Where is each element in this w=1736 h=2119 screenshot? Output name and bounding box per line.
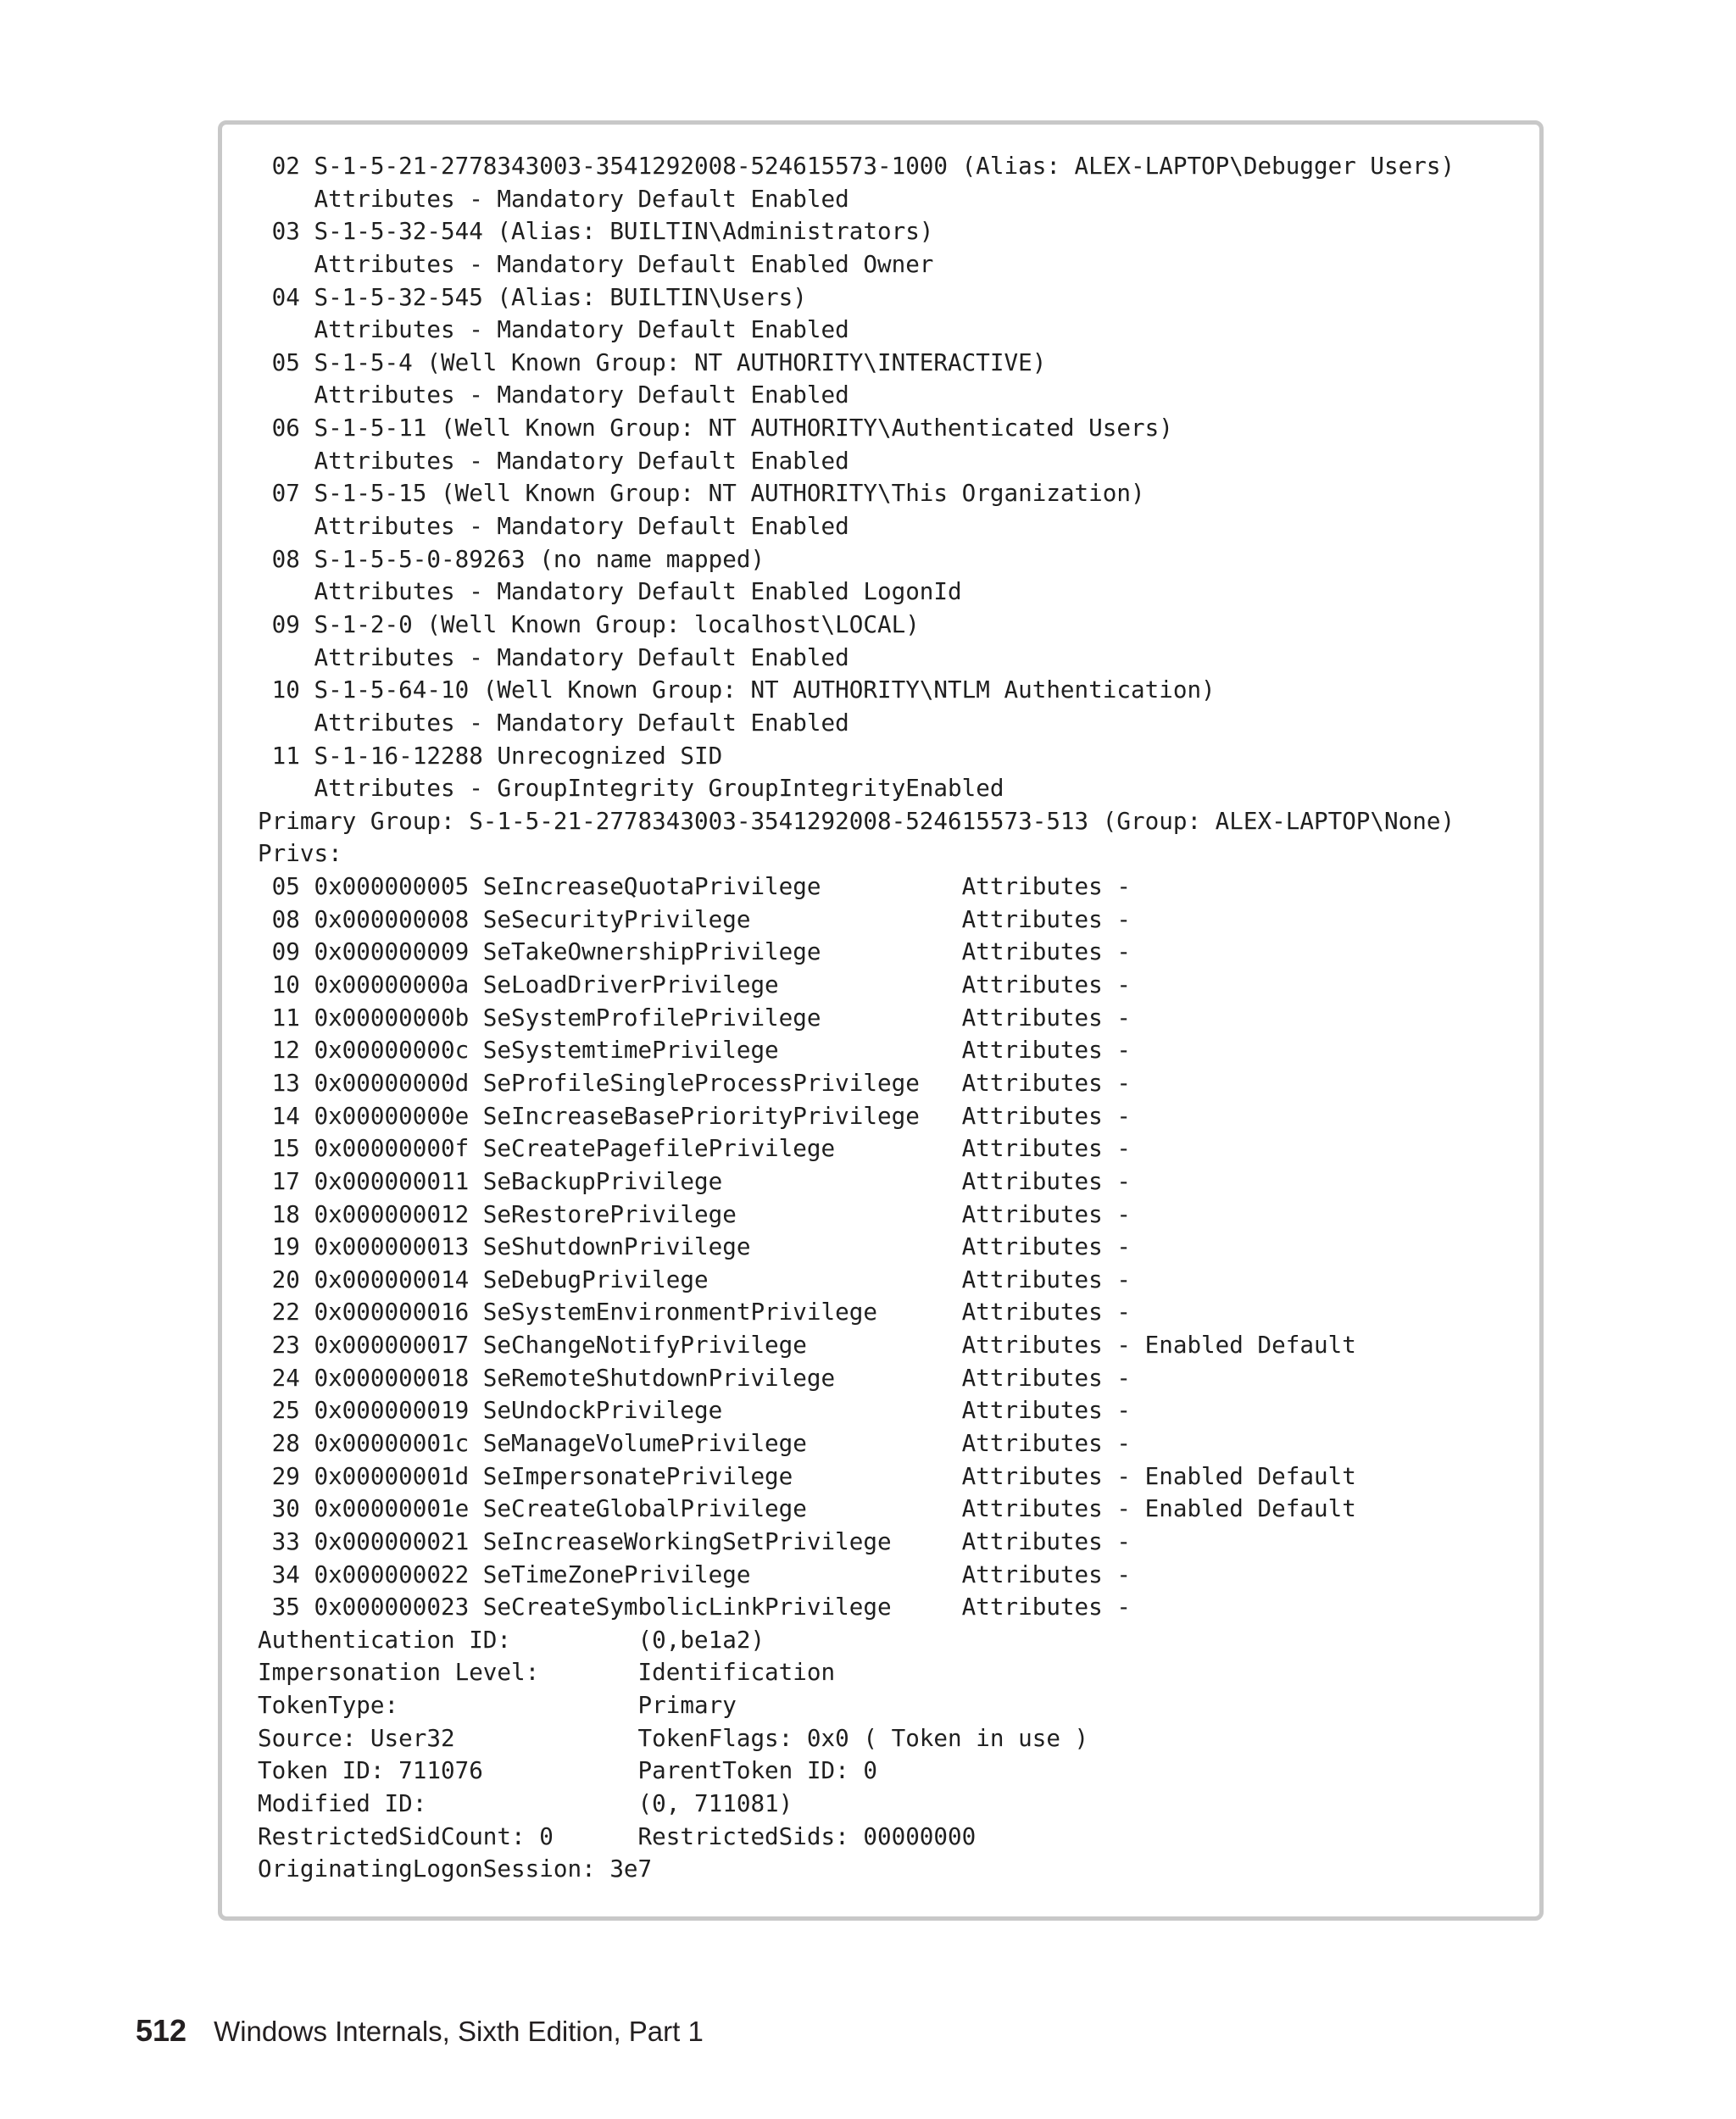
code-line: Source: User32 TokenFlags: 0x0 ( Token in use ) [258,1723,1089,1752]
code-line: 29 0x00000001d SeImpersonatePrivilege Attributes - Enabled Default [258,1461,1356,1490]
code-line: Attributes - Mandatory Default Enabled [258,184,849,213]
code-line: 20 0x000000014 SeDebugPrivilege Attributes - [258,1265,1131,1293]
code-line: Attributes - Mandatory Default Enabled [258,708,849,737]
code-line: Attributes - Mandatory Default Enabled [258,315,849,344]
code-line: 35 0x000000023 SeCreateSymbolicLinkPrivilege Attributes - [258,1593,1131,1621]
code-line: Attributes - GroupIntegrity GroupIntegrityEnabled [258,774,1004,803]
code-line: 05 0x000000005 SeIncreaseQuotaPrivilege Attributes - [258,872,1131,901]
code-line: 10 S-1-5-64-10 (Well Known Group: NT AUTHORITY\NTLM Authentication) [258,676,1216,704]
code-line: Attributes - Mandatory Default Enabled LogonId [258,577,962,606]
code-line: 07 S-1-5-15 (Well Known Group: NT AUTHORITY\This Organization) [258,479,1145,508]
code-line: Primary Group: S-1-5-21-2778343003-3541292008-524615573-513 (Group: ALEX-LAPTOP\None) [258,806,1455,835]
code-line: 04 S-1-5-32-545 (Alias: BUILTIN\Users) [258,282,807,311]
code-line: 22 0x000000016 SeSystemEnvironmentPrivilege Attributes - [258,1298,1131,1326]
code-line: 23 0x000000017 SeChangeNotifyPrivilege Attributes - Enabled Default [258,1331,1356,1360]
code-line: 19 0x000000013 SeShutdownPrivilege Attributes - [258,1232,1131,1261]
code-line: 12 0x00000000c SeSystemtimePrivilege Attributes - [258,1036,1131,1065]
code-line: Attributes - Mandatory Default Enabled [258,512,849,541]
code-line: 15 0x00000000f SeCreatePagefilePrivilege Attributes - [258,1134,1131,1163]
code-line: 11 0x00000000b SeSystemProfilePrivilege Attributes - [258,1003,1131,1032]
code-line: 13 0x00000000d SeProfileSingleProcessPrivilege Attributes - [258,1068,1131,1097]
code-line: Attributes - Mandatory Default Enabled [258,381,849,409]
code-line: 17 0x000000011 SeBackupPrivilege Attributes - [258,1166,1131,1195]
code-line: 08 S-1-5-5-0-89263 (no name mapped) [258,544,765,573]
book-title: Windows Internals, Sixth Edition, Part 1 [214,2016,704,2047]
code-line: 25 0x000000019 SeUndockPrivilege Attributes - [258,1396,1131,1425]
code-line: Attributes - Mandatory Default Enabled [258,642,849,671]
code-listing-box [218,120,1544,1921]
code-line: 05 S-1-5-4 (Well Known Group: NT AUTHORITY\INTERACTIVE) [258,348,1047,376]
code-line: 30 0x00000001e SeCreateGlobalPrivilege Attributes - Enabled Default [258,1494,1356,1523]
code-line: Privs: [258,839,342,868]
code-line: 09 0x000000009 SeTakeOwnershipPrivilege Attributes - [258,937,1131,966]
code-line: Authentication ID: (0,be1a2) [258,1625,765,1654]
code-line: TokenType: Primary [258,1691,737,1720]
code-line: OriginatingLogonSession: 3e7 [258,1855,653,1883]
page-number: 512 [136,2013,187,2048]
code-line: 11 S-1-16-12288 Unrecognized SID [258,741,723,770]
code-line: 03 S-1-5-32-544 (Alias: BUILTIN\Administrators) [258,217,934,246]
code-line: 02 S-1-5-21-2778343003-3541292008-524615573-1000 (Alias: ALEX-LAPTOP\Debugger Users) [258,152,1455,180]
code-line: 34 0x000000022 SeTimeZonePrivilege Attributes - [258,1560,1131,1588]
code-line: 06 S-1-5-11 (Well Known Group: NT AUTHORITY\Authenticated Users) [258,414,1173,442]
code-line: RestrictedSidCount: 0 RestrictedSids: 00000000 [258,1821,976,1850]
code-line: 10 0x00000000a SeLoadDriverPrivilege Attributes - [258,971,1131,999]
code-line: Attributes - Mandatory Default Enabled [258,446,849,475]
code-line: 08 0x000000008 SeSecurityPrivilege Attributes - [258,904,1131,933]
code-listing [258,150,1455,1886]
code-line: 24 0x000000018 SeRemoteShutdownPrivilege Attributes - [258,1363,1131,1392]
code-line: Token ID: 711076 ParentToken ID: 0 [258,1756,877,1785]
page-footer [136,2005,704,2056]
code-line: Impersonation Level: Identification [258,1658,836,1687]
code-line: Attributes - Mandatory Default Enabled Owner [258,249,934,278]
code-line: 18 0x000000012 SeRestorePrivilege Attributes - [258,1199,1131,1228]
code-line: 14 0x00000000e SeIncreaseBasePriorityPrivilege Attributes - [258,1101,1131,1130]
code-line: 28 0x00000001c SeManageVolumePrivilege Attributes - [258,1428,1131,1457]
code-line: 33 0x000000021 SeIncreaseWorkingSetPrivilege Attributes - [258,1527,1131,1555]
code-line: Modified ID: (0, 711081) [258,1789,793,1818]
code-line: 09 S-1-2-0 (Well Known Group: localhost\LOCAL) [258,609,920,638]
